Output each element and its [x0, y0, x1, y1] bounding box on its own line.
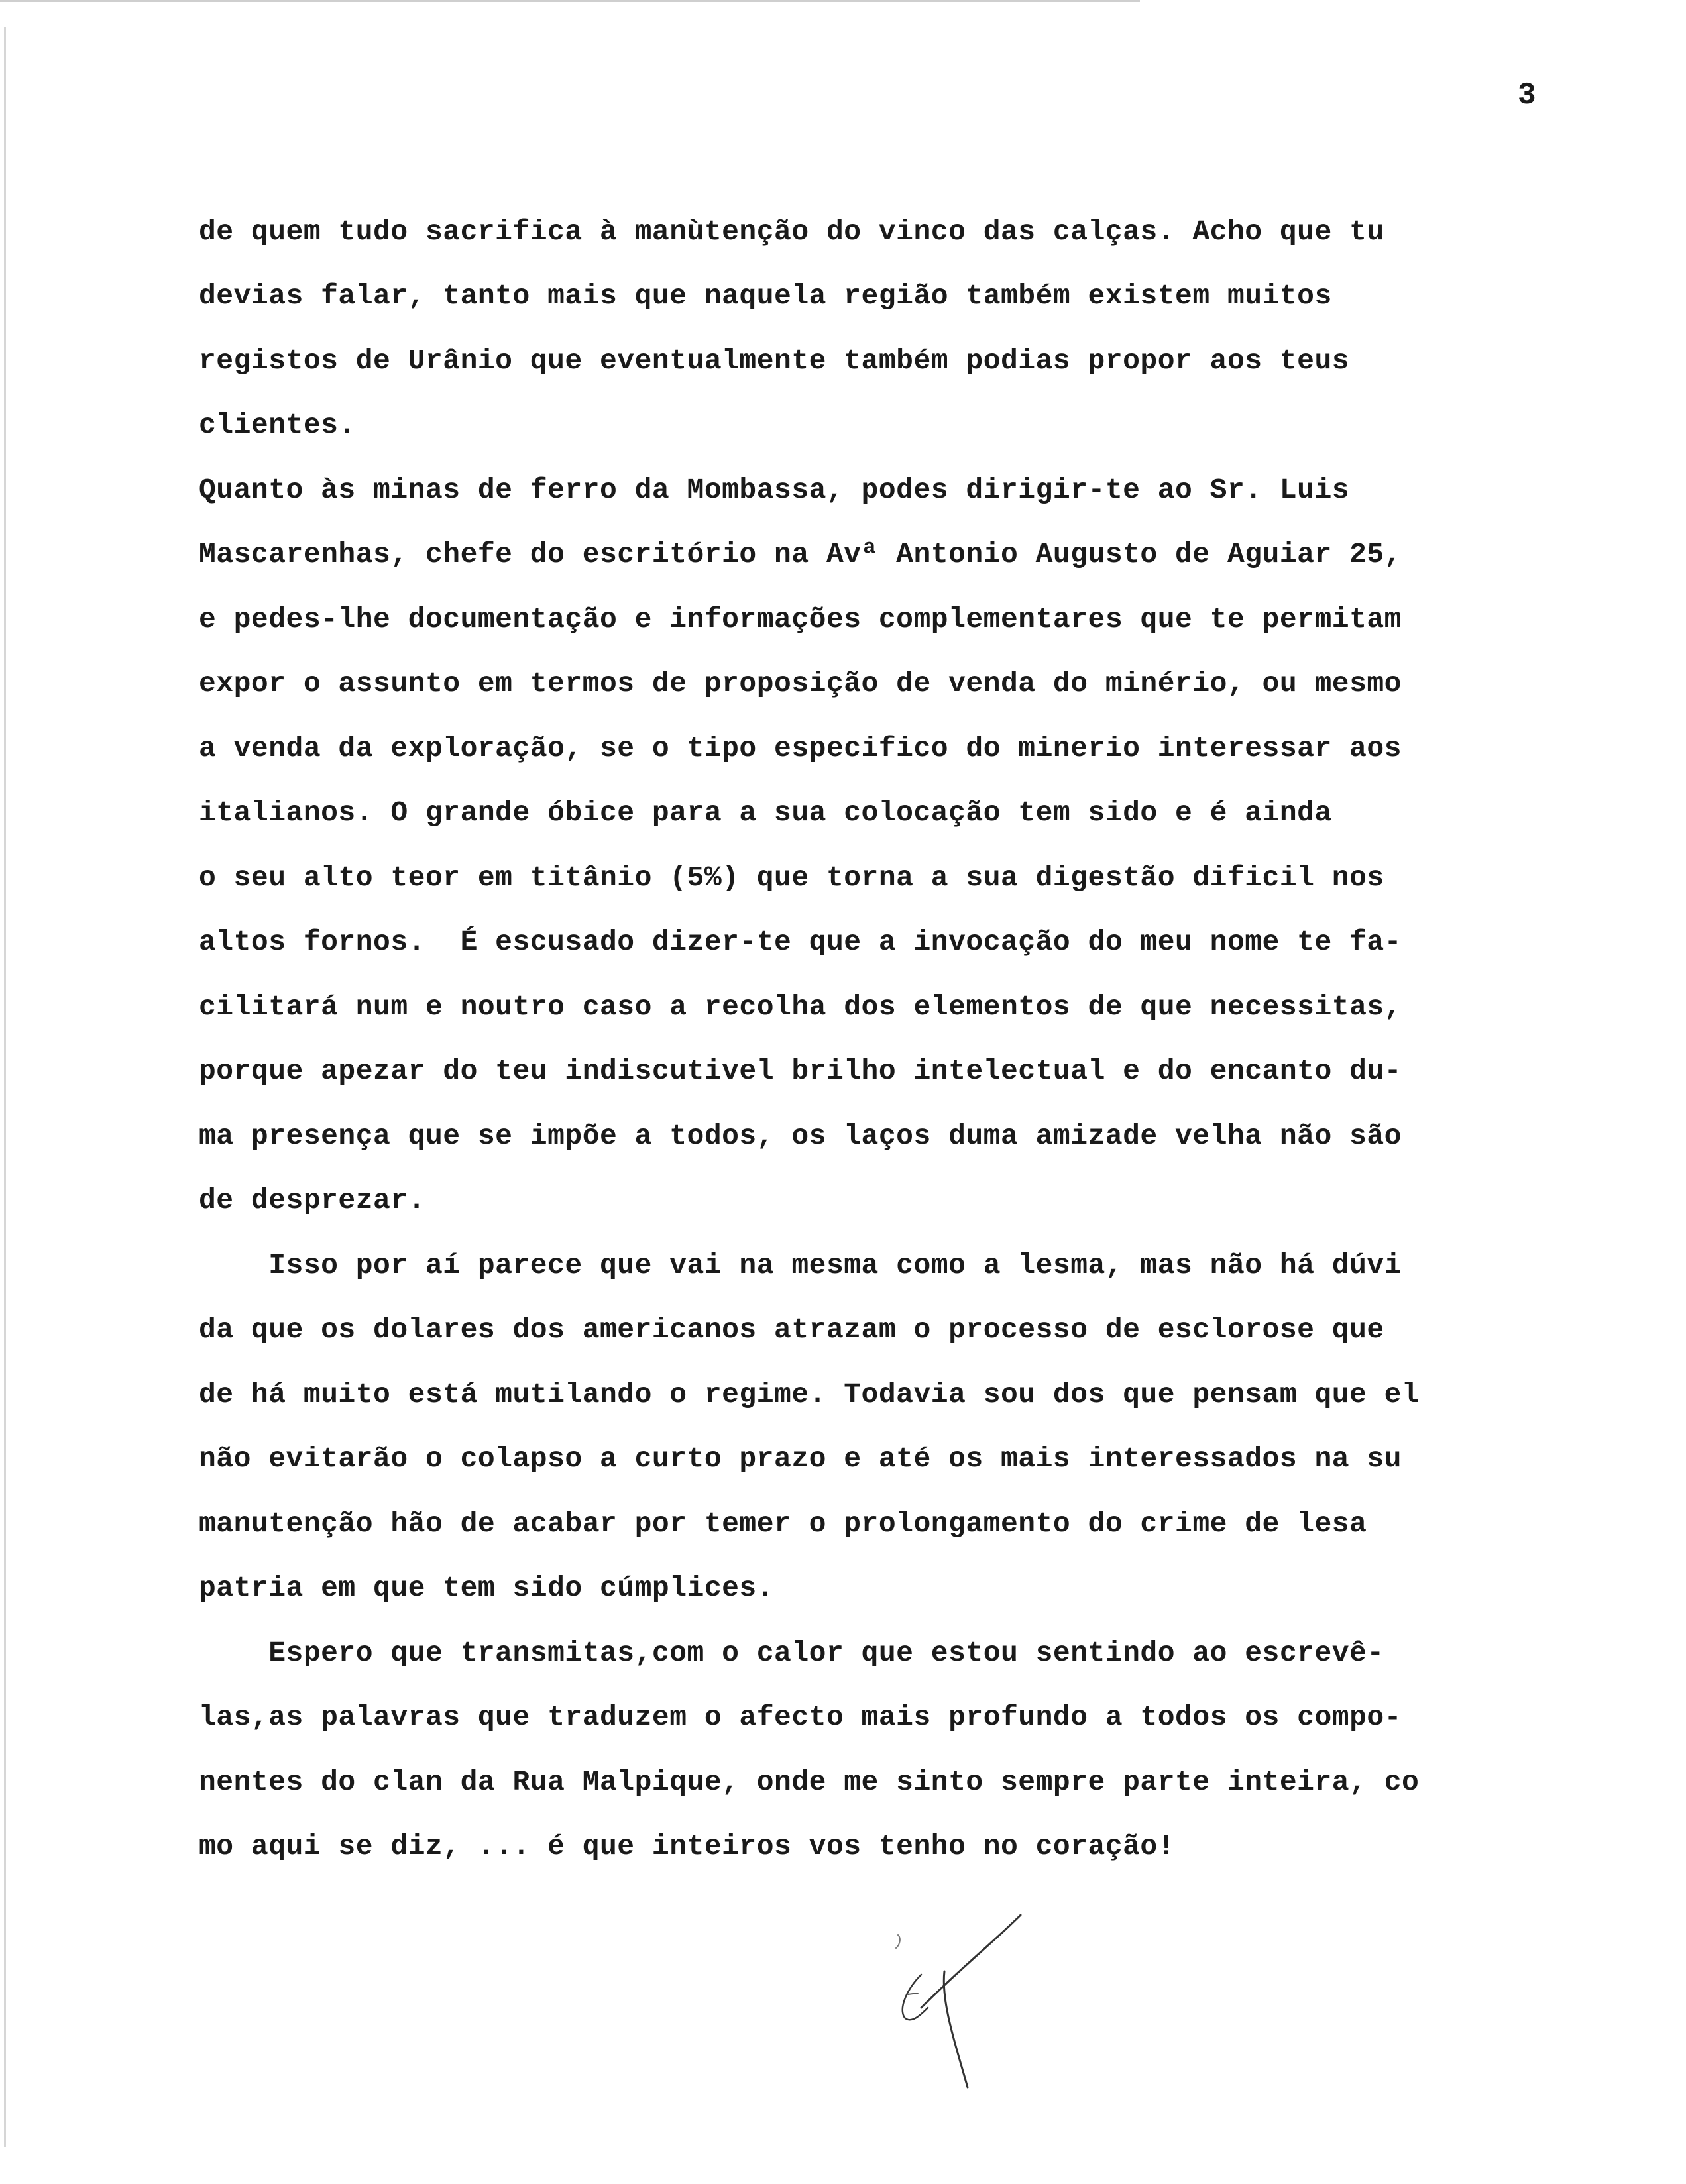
letter-line: nentes do clan da Rua Malpique, onde me sinto sempre parte inteira, co: [199, 1766, 1420, 1798]
letter-line: Mascarenhas, chefe do escritório na Avª Antonio Augusto de Aguiar 25,: [199, 538, 1402, 571]
handwritten-signature-icon: [881, 1908, 1040, 2101]
letter-line: o seu alto teor em titânio (5%) que torna a sua digestão dificil nos: [199, 861, 1384, 894]
letter-line: de desprezar.: [199, 1184, 425, 1217]
letter-line: expor o assunto em termos de proposição de venda do minério, ou mesmo: [199, 667, 1402, 700]
letter-line: Quanto às minas de ferro da Mombassa, podes dirigir-te ao Sr. Luis: [199, 474, 1350, 506]
letter-line: a venda da exploração, se o tipo especifico do minerio interessar aos: [199, 732, 1402, 765]
letter-line: clientes.: [199, 409, 356, 441]
letter-line: de quem tudo sacrifica à manùtenção do vinco das calças. Acho que tu: [199, 215, 1384, 248]
page-left-edge: [4, 27, 6, 2147]
letter-line: porque apezar do teu indiscutivel brilho intelectual e do encanto du-: [199, 1055, 1402, 1087]
letter-line: não evitarão o colapso a curto prazo e até os mais interessados na su: [199, 1443, 1402, 1475]
letter-line: las,as palavras que traduzem o afecto mais profundo a todos os compo-: [199, 1701, 1402, 1733]
letter-line: de há muito está mutilando o regime. Todavia sou dos que pensam que el: [199, 1378, 1420, 1411]
letter-line: Isso por aí parece que vai na mesma como a lesma, mas não há dúvi: [199, 1249, 1402, 1282]
letter-line: patria em que tem sido cúmplices.: [199, 1572, 775, 1604]
letter-line: devias falar, tanto mais que naquela região também existem muitos: [199, 280, 1332, 312]
letter-line: registos de Urânio que eventualmente também podias propor aos teus: [199, 345, 1350, 377]
letter-line: mo aqui se diz, ... é que inteiros vos tenho no coração!: [199, 1830, 1176, 1863]
page-top-edge: [0, 0, 1140, 2]
letter-line: italianos. O grande óbice para a sua colocação tem sido e é ainda: [199, 796, 1332, 829]
letter-line: ma presença que se impõe a todos, os laços duma amizade velha não são: [199, 1120, 1402, 1152]
letter-line: e pedes-lhe documentação e informações complementares que te permitam: [199, 603, 1402, 635]
letter-line: da que os dolares dos americanos atrazam o processo de esclorose que: [199, 1313, 1384, 1346]
page-number: 3: [1518, 78, 1536, 113]
letter-line: Espero que transmitas,com o calor que estou sentindo ao escrevê-: [199, 1637, 1384, 1669]
letter-line: altos fornos. É escusado dizer-te que a invocação do meu nome te fa-: [199, 926, 1402, 958]
letter-line: manutenção hão de acabar por temer o prolongamento do crime de lesa: [199, 1507, 1367, 1540]
letter-line: cilitará num e noutro caso a recolha dos elementos de que necessitas,: [199, 991, 1402, 1023]
